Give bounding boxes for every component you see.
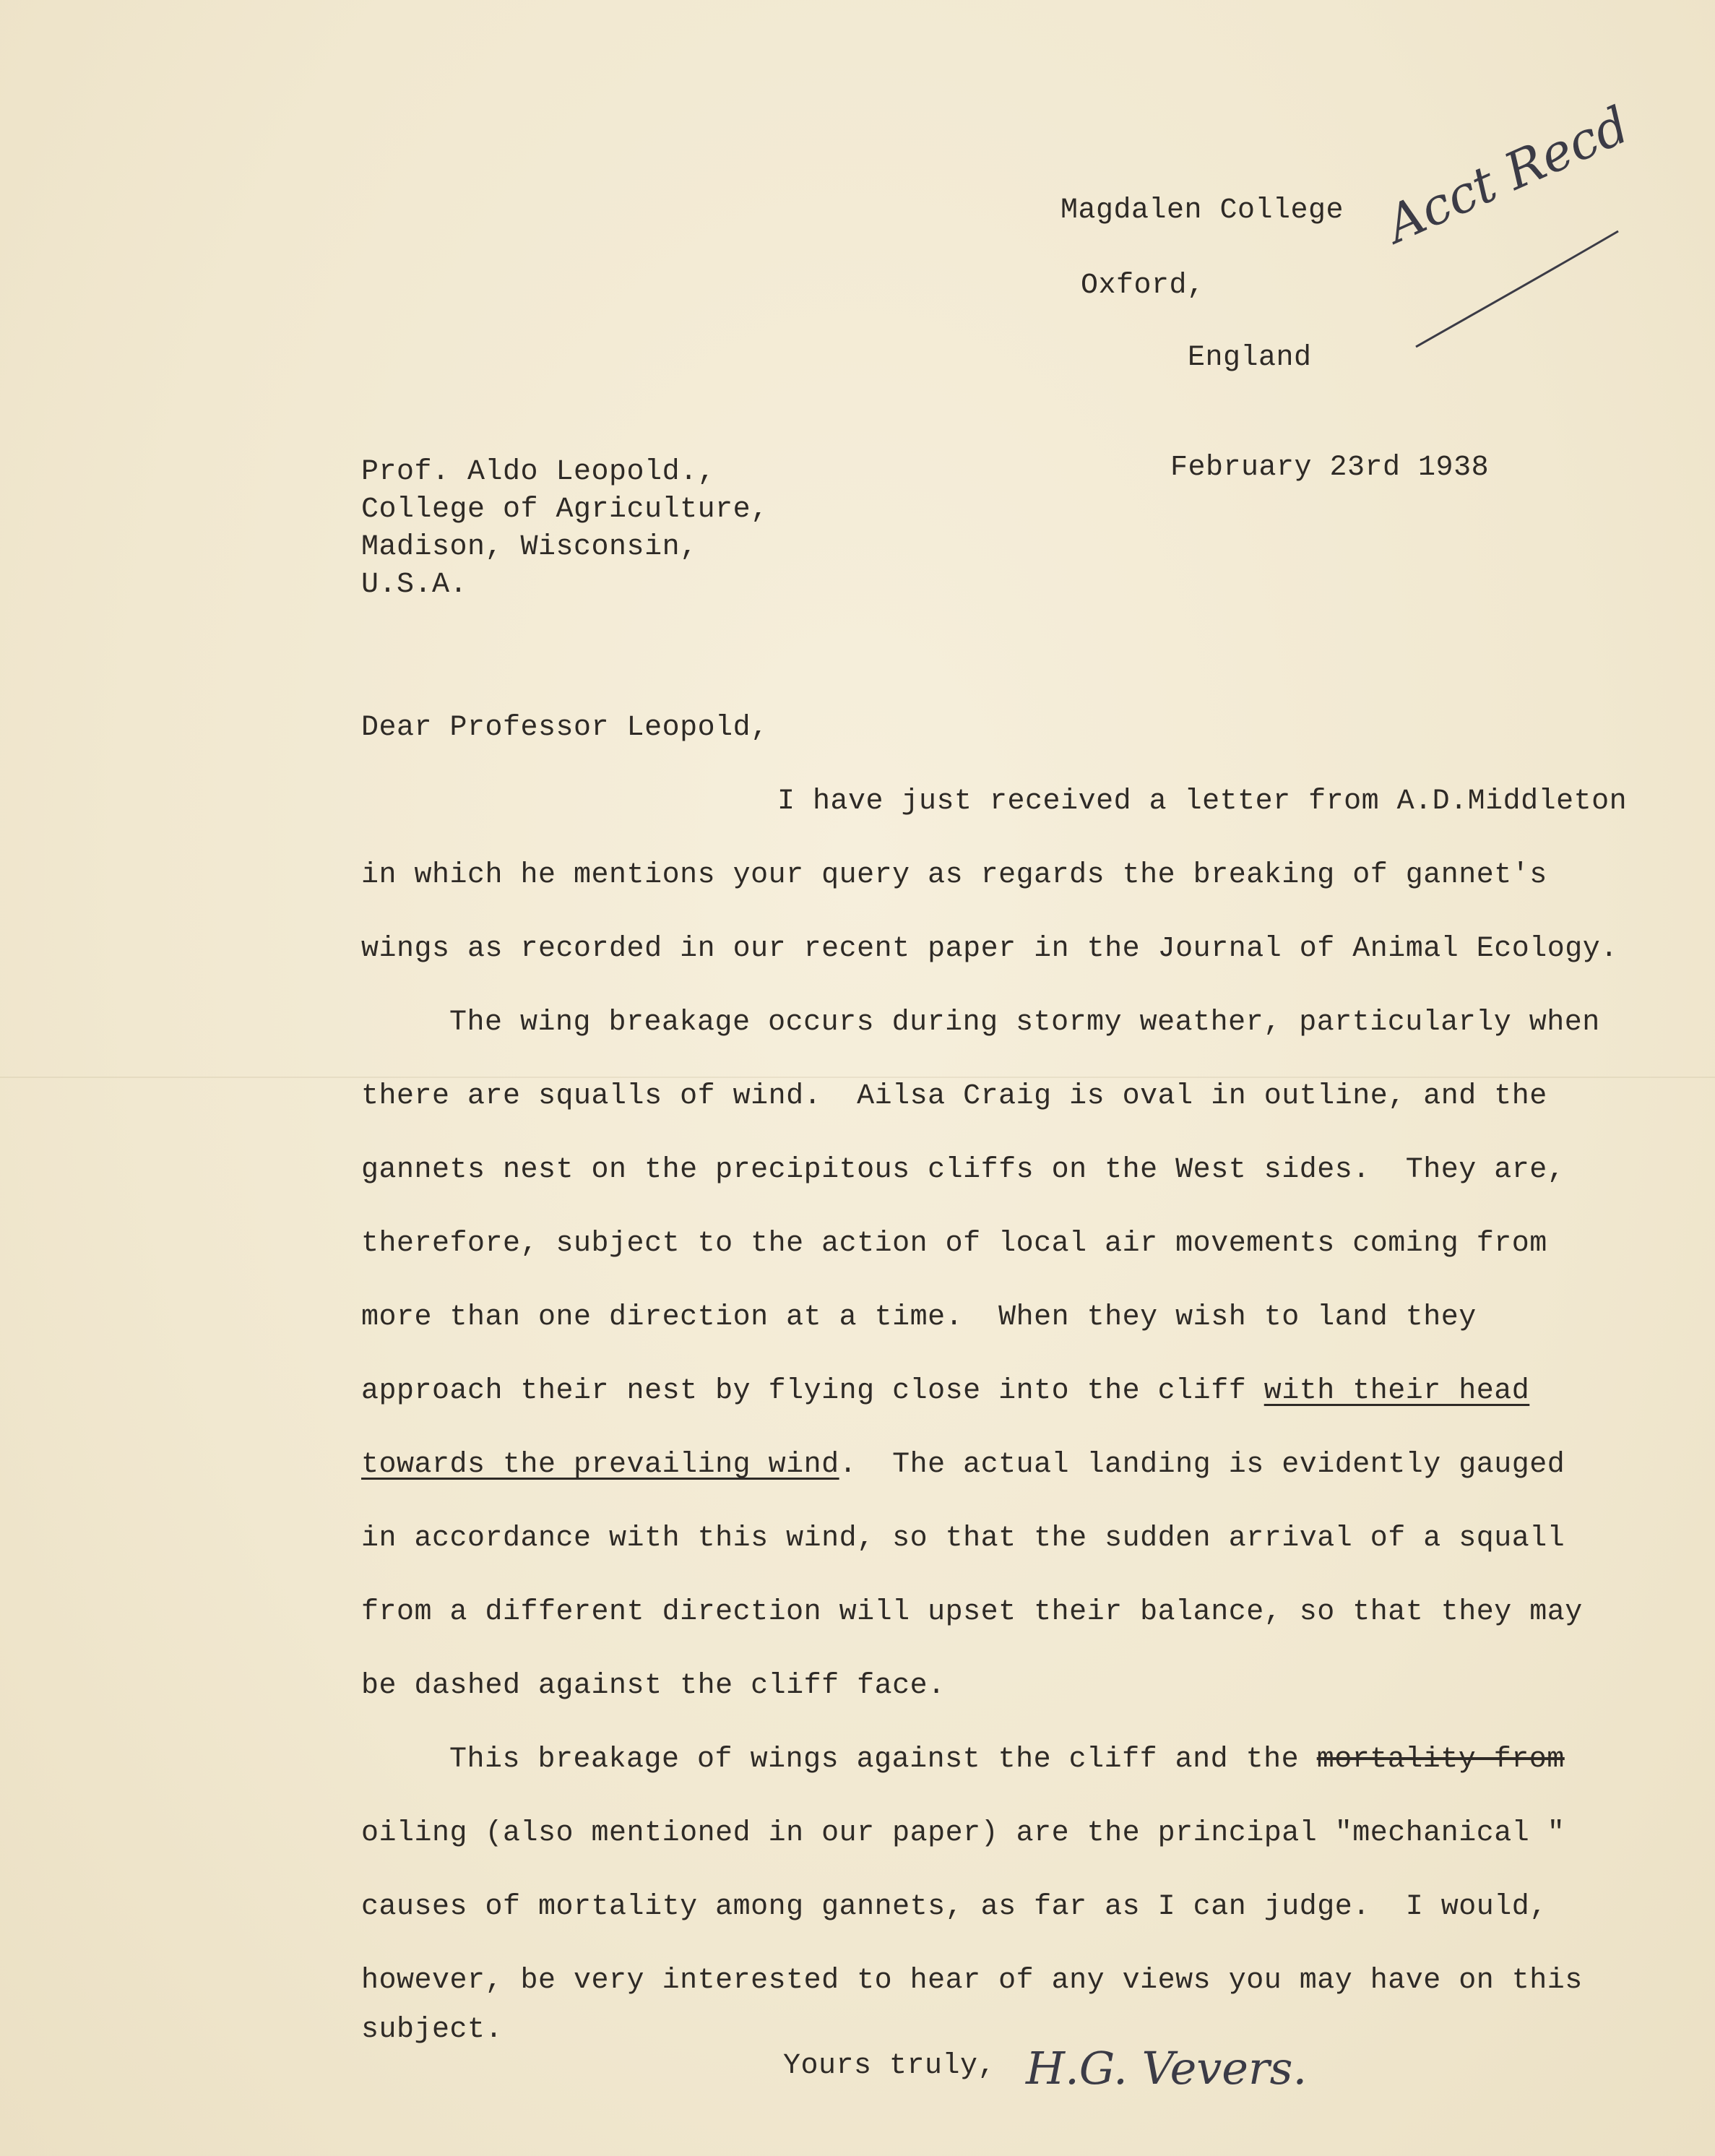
body-line: oiling (also mentioned in our paper) are the principal "mechanical "	[361, 1817, 1565, 1850]
body-line: in which he mentions your query as regards the breaking of gannet's	[361, 859, 1547, 892]
body-line: The wing breakage occurs during stormy weather, particularly when	[449, 1006, 1600, 1039]
recipient-line4: U.S.A.	[361, 569, 468, 601]
body-line: however, be very interested to hear of any views you may have on this	[361, 1965, 1583, 1997]
recipient-line1: Prof. Aldo Leopold.,	[361, 456, 716, 488]
recipient-line3: Madison, Wisconsin,	[361, 531, 698, 564]
body-line	[361, 1448, 1565, 1483]
underlined-text: with their head	[1263, 1375, 1530, 1407]
body-line: causes of mortality among gannets, as far as I can judge. I would,	[361, 1891, 1547, 1923]
body-line: therefore, subject to the action of local air movements coming from	[361, 1228, 1547, 1260]
body-line: there are squalls of wind. Ailsa Craig is oval in outline, and the	[361, 1080, 1547, 1113]
body-line	[361, 1374, 1529, 1409]
body-line: be dashed against the cliff face.	[361, 1670, 946, 1702]
letterhead-city: Oxford,	[1081, 270, 1205, 302]
body-text: This breakage of wings against the cliff and the	[449, 1743, 1317, 1776]
signature: H.G. Vevers.	[1026, 2042, 1308, 2095]
body-line: subject.	[361, 2014, 504, 2046]
body-line: more than one direction at a time. When they wish to land they	[361, 1301, 1477, 1334]
letter-date: February 23rd 1938	[1170, 452, 1490, 484]
body-text: approach their nest by flying close into the cliff	[361, 1375, 1264, 1407]
paper-fold	[0, 1077, 1715, 1078]
struck-text: mortality from	[1316, 1743, 1565, 1776]
letterhead-college: Magdalen College	[1060, 194, 1344, 227]
body-text: . The actual landing is evidently gauged	[839, 1449, 1565, 1481]
handwritten-stroke	[1409, 217, 1625, 361]
body-line: from a different direction will upset their balance, so that they may	[361, 1596, 1583, 1629]
recipient-line2: College of Agriculture,	[361, 493, 769, 526]
salutation: Dear Professor Leopold,	[361, 712, 769, 744]
body-line: in accordance with this wind, so that the sudden arrival of a squall	[361, 1522, 1565, 1555]
body-line: wings as recorded in our recent paper in the Journal of Animal Ecology.	[361, 933, 1618, 965]
underlined-text: towards the prevailing wind	[361, 1449, 839, 1481]
closing: Yours truly,	[783, 2050, 996, 2082]
body-line: gannets nest on the precipitous cliffs on the West sides. They are,	[361, 1154, 1565, 1186]
letterhead-country: England	[1188, 342, 1312, 374]
handwritten-note: Acct Recd	[1377, 95, 1638, 254]
body-line	[449, 1743, 1565, 1777]
body-line: I have just received a letter from A.D.Middleton	[777, 785, 1628, 818]
